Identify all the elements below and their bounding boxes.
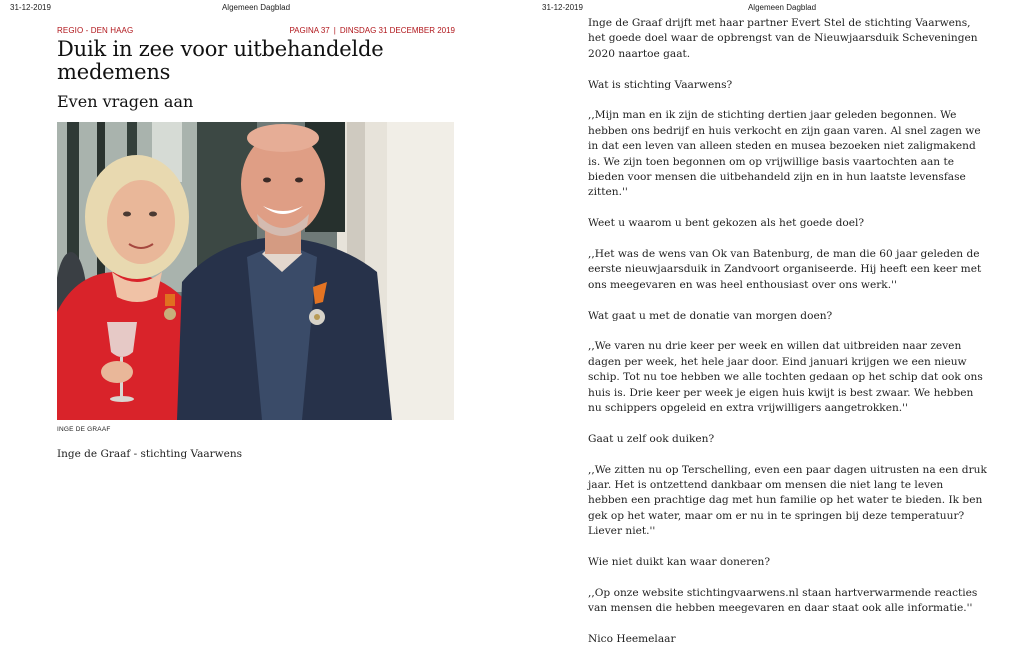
photo-credit: INGE DE GRAAF (57, 426, 111, 433)
page-date: DINSDAG 31 DECEMBER 2019 (339, 26, 455, 35)
left-page (0, 0, 512, 642)
interview-question: Weet u waarom u bent gekozen als het goede doel? (588, 217, 865, 230)
interview-question: Wat gaat u met de donatie van morgen doen? (588, 309, 833, 322)
page-info (289, 26, 455, 35)
photo-caption: Inge de Graaf - stichting Vaarwens (57, 448, 243, 460)
section-label: REGIO - DEN HAAG (57, 26, 134, 35)
publication-name-right: Algemeen Dagblad (747, 3, 817, 12)
interview-answer: ,,We zitten nu op Terschelling, even een paar dagen uitrusten na een druk jaar. Het is ontzettend dankbaar om mensen die niet lang te leven hebben een prachtige dag met hun familie op het water te bieden. Ik ben gek op het water, maar om er nu in te springen bij deze temperatuur? Liever niet.'' (588, 463, 987, 538)
article-intro: Inge de Graaf drijft met haar partner Evert Stel de stichting Vaarwens, het goede doel waar de opbrengst van de Nieuwjaarsduik Scheveningen 2020 naartoe gaat. (588, 17, 978, 60)
article-body (588, 16, 998, 647)
print-date-right: 31-12-2019 (542, 3, 583, 12)
author-byline: Nico Heemelaar (588, 633, 676, 646)
page-number: PAGINA 37 (289, 26, 330, 35)
page-info-separator: | (333, 26, 336, 35)
interview-answer: ,,We varen nu drie keer per week en willen dat uitbreiden naar zeven dagen per week, het hele jaar door. Eind januari krijgen we een nieuw schip. Tot nu toe hebben we alle tochten gedaan op het schip dat ook ons huis is. Drie keer per week je eigen huis kwijt is best zwaar. We hebben nu schippers opgeleid en extra vrijwilligers aangetrokken.'' (588, 340, 983, 415)
interview-question: Wie niet duikt kan waar doneren? (588, 556, 771, 569)
publication-name: Algemeen Dagblad (221, 3, 291, 12)
article-subhead: Even vragen aan (57, 92, 194, 111)
article-photo (57, 122, 454, 420)
interview-question: Wat is stichting Vaarwens? (588, 78, 733, 91)
interview-answer: ,,Mijn man en ik zijn de stichting dertien jaar geleden begonnen. We hebben ons bedrijf en huis verkocht en zijn gaan varen. Al snel zagen we in dat een leven van alleen steden en musea bezoeken niet zaligmakend is. We zijn toen begonnen om op vrijwillige basis vaartochten aan te bieden voor mensen die uitbehandeld zijn en in hun laatste levensfase zitten.'' (588, 109, 981, 199)
print-date: 31-12-2019 (10, 3, 51, 12)
article-headline: Duik in zee voor uitbehandelde medemens (57, 37, 384, 84)
interview-answer: ,,Het was de wens van Ok van Batenburg, de man die 60 jaar geleden de eerste nieuwjaarsduik in Zandvoort organiseerde. Hij heeft een keer met ons meegevaren en was heel enthousiast over ons werk.'' (588, 248, 982, 291)
interview-question: Gaat u zelf ook duiken? (588, 432, 715, 445)
interview-answer: ,,Op onze website stichtingvaarwens.nl staan hartverwarmende reacties van mensen die hebben meegevaren en daar staat ook alle informatie.'' (588, 586, 978, 615)
